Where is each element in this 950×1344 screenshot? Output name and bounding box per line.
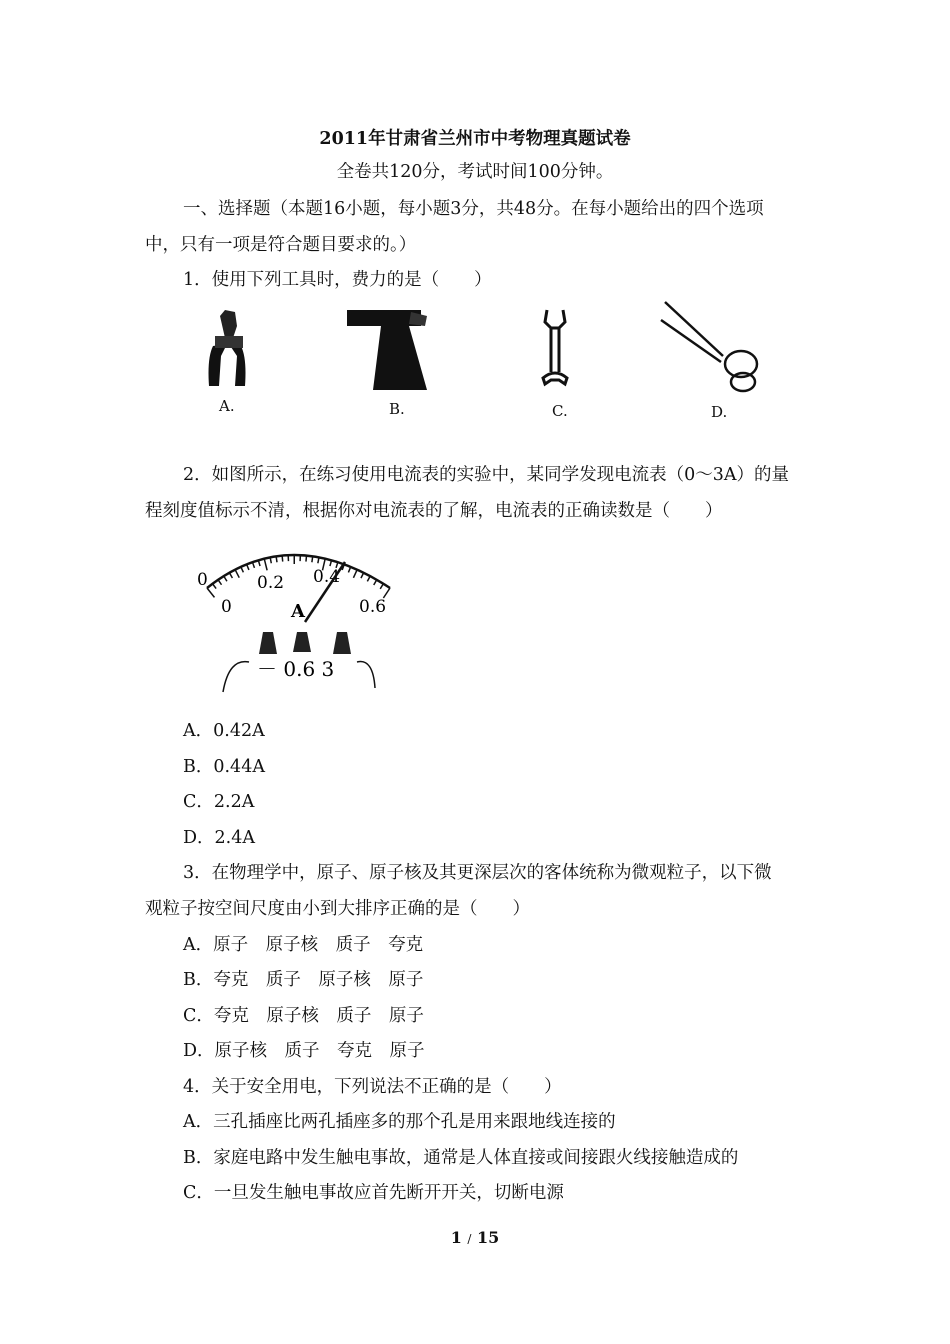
section-heading-line2: 中，只有一项是符合题目要求的。） [145, 235, 417, 255]
question-3-option-a: A．原子 原子核 质子 夸克 [183, 935, 424, 955]
meter-tick [218, 580, 221, 585]
meter-tick [353, 570, 357, 578]
tool-b-label: B. [389, 400, 405, 418]
total-pages: 15 [477, 1228, 500, 1247]
meter-tick [374, 580, 377, 585]
tool-d-icon [661, 302, 757, 391]
question-1-stem: 1．使用下列工具时，费力的是（ ） [183, 270, 492, 290]
exam-info: 全卷共120分，考试时间100分钟。 [336, 162, 614, 182]
page-number [0, 1228, 950, 1247]
page-separator: / [467, 1232, 472, 1246]
meter-tick [207, 588, 214, 597]
section-heading-line1: 一、选择题（本题16小题，每小题3分，共48分。在每小题给出的四个选项 [183, 199, 764, 219]
terminals [259, 632, 351, 654]
question-4-option-c: C．一旦发生触电事故应首先断开开关，切断电源 [183, 1183, 564, 1203]
inner-zero-label: 0 [221, 597, 232, 617]
meter-arc [207, 555, 390, 588]
meter-tick [229, 573, 232, 578]
meter-tick [276, 556, 277, 562]
meter-tick [252, 562, 254, 568]
meter-tick [213, 584, 217, 589]
meter-tick [264, 559, 267, 571]
meter-tick [235, 570, 239, 578]
question-3-option-c: C．夸克 原子核 质子 原子 [183, 1006, 424, 1026]
question-3-option-b: B．夸克 质子 原子核 原子 [183, 970, 424, 990]
tool-a-label: A. [219, 397, 235, 415]
meter-tick [367, 576, 370, 581]
question-4-option-a: A．三孔插座比两孔插座多的那个孔是用来跟地线连接的 [183, 1112, 616, 1132]
question-2-option-c: C．2.2A [183, 792, 255, 812]
question-2-line1: 2．如图所示，在练习使用电流表的实验中，某同学发现电流表（0～3A）的量 [183, 465, 790, 485]
wire-right [357, 662, 375, 688]
meter-tick [348, 567, 350, 573]
meter-tick [241, 567, 243, 572]
meter-tick [380, 584, 383, 589]
tool-c-label: C. [552, 402, 568, 420]
ammeter-figure [195, 540, 410, 698]
meter-tick [306, 556, 307, 562]
terminal-labels: － 0.6 3 [257, 657, 335, 681]
question-2-option-a: A．0.42A [183, 721, 265, 741]
question-2-option-d: D．2.4A [183, 828, 255, 848]
scale-label-0-6: 0.6 [359, 597, 387, 617]
question-2-option-b: B．0.44A [183, 757, 265, 777]
scale-label-0: 0 [197, 570, 208, 590]
meter-ticks [207, 555, 390, 598]
tools-figure [195, 298, 785, 430]
tool-d-label: D. [711, 403, 728, 421]
meter-tick [312, 556, 313, 562]
meter-tick [224, 576, 227, 581]
unit-label: A [291, 601, 305, 622]
question-2-line2: 程刻度值标示不清，根据你对电流表的了解，电流表的正确读数是（ ） [145, 501, 723, 521]
tool-b-icon [347, 310, 427, 390]
question-3-line2: 观粒子按空间尺度由小到大排序正确的是（ ） [145, 899, 530, 919]
meter-tick [247, 564, 249, 570]
meter-tick [361, 573, 364, 578]
meter-tick [282, 556, 283, 562]
question-4-option-b: B．家庭电路中发生触电事故，通常是人体直接或间接跟火线接触造成的 [183, 1148, 739, 1168]
tool-c-icon [543, 310, 567, 384]
current-page: 1 [450, 1228, 462, 1247]
tool-a-icon [209, 310, 246, 386]
question-4-stem: 4．关于安全用电，下列说法不正确的是（ ） [183, 1077, 562, 1097]
scale-label-0-2: 0.2 [257, 573, 285, 593]
scale-label-0-4: 0.4 [313, 567, 341, 587]
page-title: 2011年甘肃省兰州市中考物理真题试卷 [319, 129, 631, 149]
question-3-line1: 3．在物理学中，原子、原子核及其更深层次的客体统称为微观粒子，以下微 [183, 863, 772, 883]
wire-left [223, 662, 249, 692]
question-3-option-d: D．原子核 质子 夸克 原子 [183, 1041, 425, 1061]
